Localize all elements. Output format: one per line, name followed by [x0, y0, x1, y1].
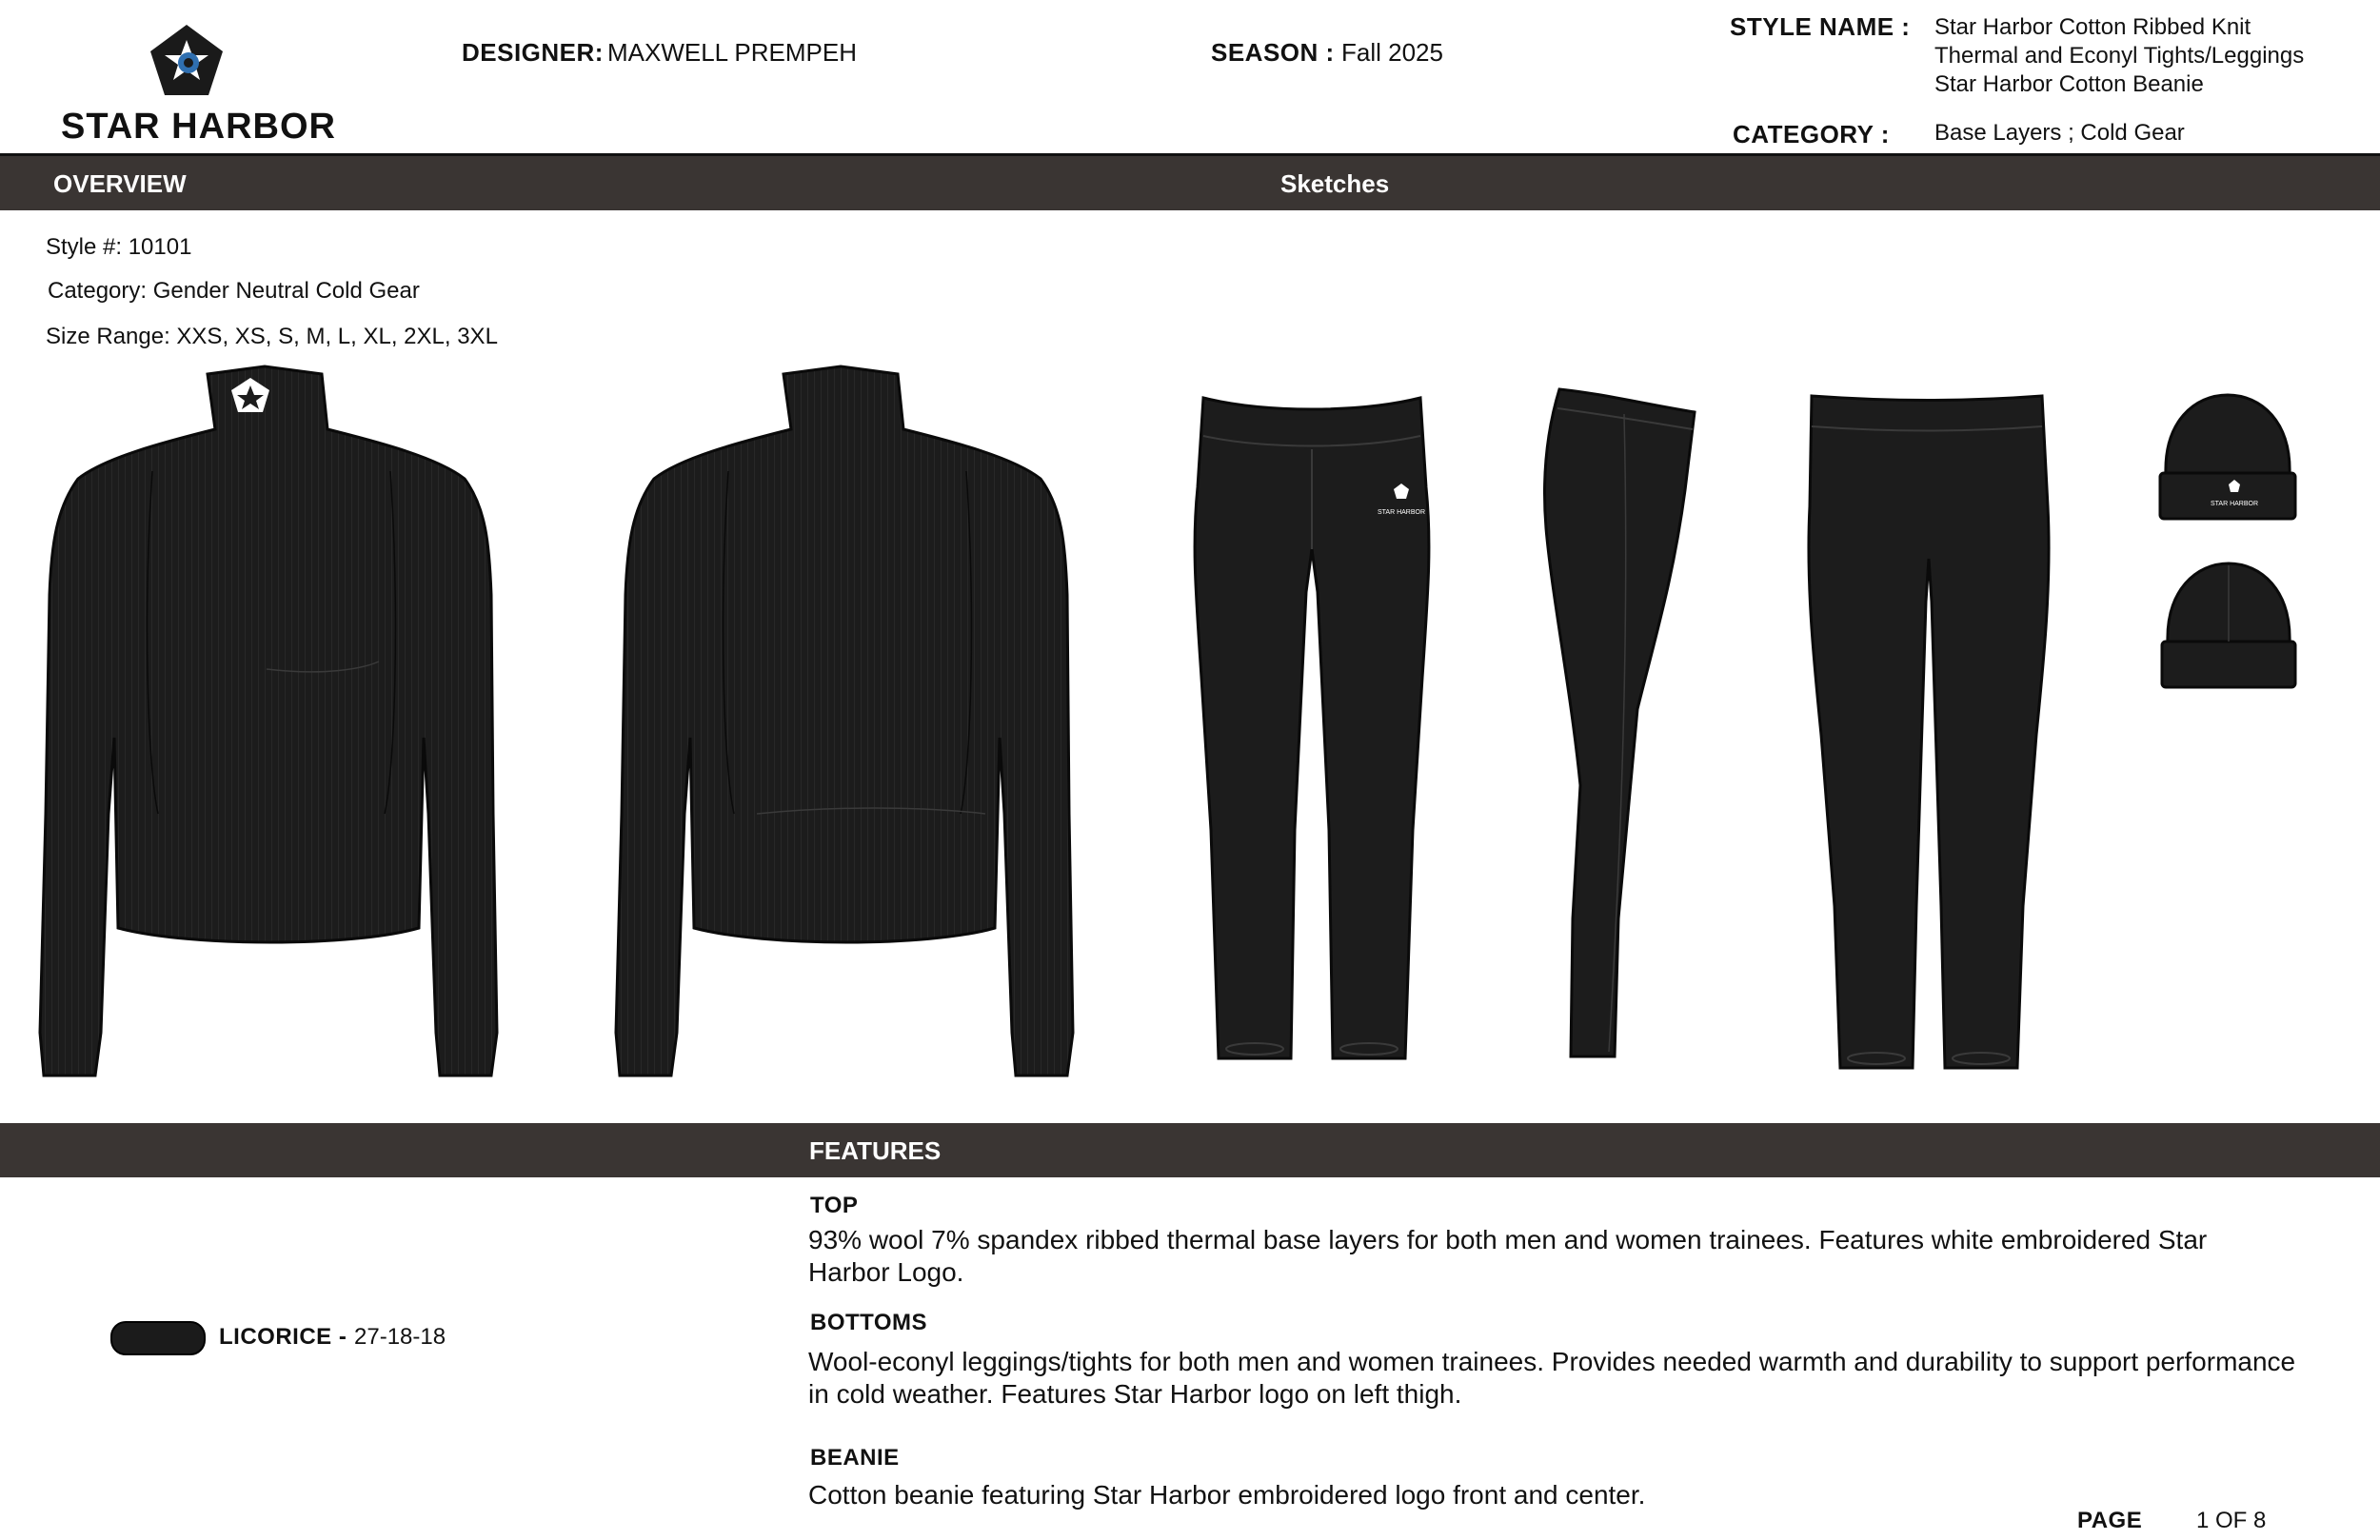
feature-top-title: TOP — [810, 1193, 859, 1218]
feature-top-line: 93% wool 7% spandex ribbed thermal base layers for both men and women trainees. Features white embroidered Star — [808, 1225, 2208, 1254]
swatch-label: LICORICE - — [219, 1324, 347, 1350]
beanie-logo-text: STAR HARBOR — [2210, 501, 2259, 507]
brand-name: STAR HARBOR — [61, 107, 336, 147]
page-label: PAGE — [2077, 1508, 2143, 1533]
style-name-label: STYLE NAME : — [1730, 12, 1911, 41]
top-front-sketch — [38, 366, 505, 1080]
page-number: 1 OF 8 — [2196, 1508, 2267, 1533]
feature-beanie-line: Cotton beanie featuring Star Harbor embroidered logo front and center. — [808, 1480, 1646, 1510]
feature-bottoms-title: BOTTOMS — [810, 1310, 928, 1335]
color-swatch — [110, 1321, 206, 1355]
overview-heading: OVERVIEW — [53, 169, 187, 198]
feature-top-body — [808, 1224, 2370, 1289]
style-name-line: Star Harbor Cotton Beanie — [1934, 71, 2204, 97]
feature-top-line: Harbor Logo. — [808, 1257, 964, 1287]
features-heading: FEATURES — [809, 1136, 942, 1165]
size-range: Size Range: XXS, XS, S, M, L, XL, 2XL, 3XL — [46, 324, 498, 349]
style-name-line: Star Harbor Cotton Ribbed Knit — [1934, 14, 2251, 40]
leggings-back-sketch — [1804, 392, 2053, 1073]
style-number: Style #: 10101 — [46, 234, 192, 260]
beanie-back-sketch — [2158, 562, 2299, 691]
style-name-line: Thermal and Econyl Tights/Leggings — [1934, 43, 2305, 69]
style-name-value — [1934, 13, 2304, 99]
overview-category: Category: Gender Neutral Cold Gear — [48, 278, 420, 304]
feature-bottoms-line: Wool-econyl leggings/tights for both men and women trainees. Provides needed warmth and durability to support performance — [808, 1347, 2296, 1376]
swatch-value: 27-18-18 — [354, 1324, 446, 1350]
leggings-logo-text: STAR HARBOR — [1377, 509, 1426, 516]
star-pentagon-logo-icon — [148, 23, 226, 99]
category-value: Base Layers ; Cold Gear — [1934, 120, 2185, 146]
designer-value: MAXWELL PREMPEH — [607, 38, 857, 67]
category-label: CATEGORY : — [1733, 120, 1890, 148]
feature-beanie-body — [808, 1479, 2370, 1511]
overview-sketches-bar — [0, 156, 2380, 210]
feature-bottoms-line: in cold weather. Features Star Harbor logo on left thigh. — [808, 1379, 1462, 1409]
sketches-heading: Sketches — [1280, 169, 1390, 198]
season-value: Fall 2025 — [1341, 38, 1443, 67]
designer-label: DESIGNER: — [462, 38, 604, 67]
feature-beanie-title: BEANIE — [810, 1445, 900, 1471]
leggings-side-sketch — [1533, 385, 1704, 1061]
beanie-front-sketch — [2156, 393, 2299, 523]
top-back-sketch — [614, 366, 1081, 1080]
feature-bottoms-body — [808, 1346, 2374, 1411]
leggings-front-sketch — [1188, 392, 1436, 1063]
features-bar — [0, 1123, 2380, 1177]
season-label: SEASON : — [1211, 38, 1335, 67]
